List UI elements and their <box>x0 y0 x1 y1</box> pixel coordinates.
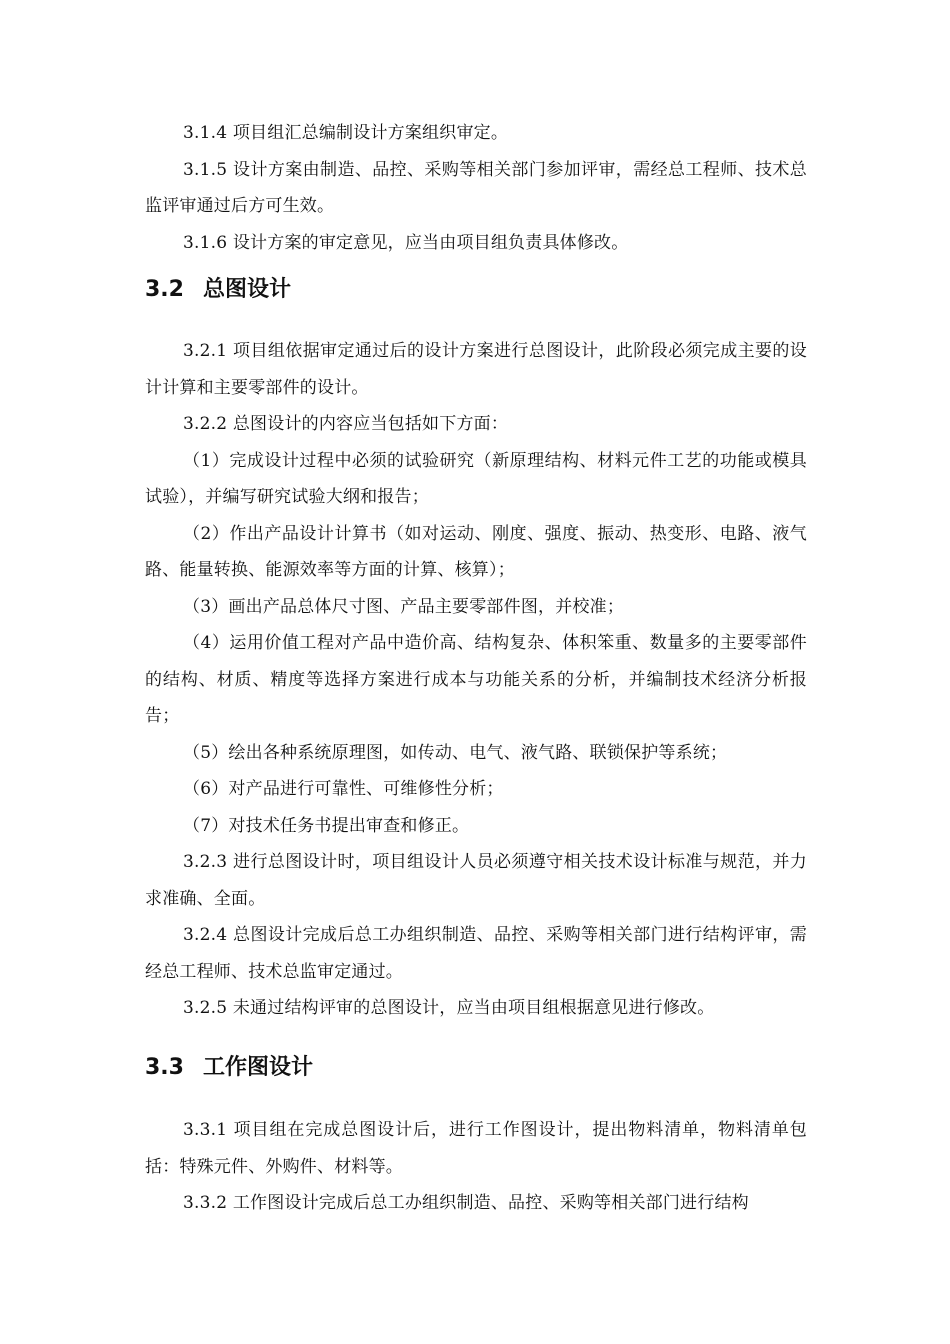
section-3-2-paragraphs <box>145 333 807 1027</box>
section-number: 3.3 <box>145 1055 184 1080</box>
list-item: （1）完成设计过程中必须的试验研究（新原理结构、材料元件工艺的功能或模具试验），并编写研究试验大纲和报告； <box>145 450 807 507</box>
section-title: 总图设计 <box>203 277 292 302</box>
section-title: 工作图设计 <box>203 1055 314 1080</box>
section-3-1-paragraphs <box>145 115 807 261</box>
list-item: （5）绘出各种系统原理图，如传动、电气、液气路、联锁保护等系统； <box>183 742 728 763</box>
paragraph-3-2-2: 3.2.2 总图设计的内容应当包括如下方面： <box>183 414 509 434</box>
paragraph-3-1-5: 3.1.5 设计方案由制造、品控、采购等相关部门参加评审，需经总工程师、技术总监评审通过后方可生效。 <box>145 159 807 216</box>
paragraph-3-1-4: 3.1.4 项目组汇总编制设计方案组织审定。 <box>183 123 509 143</box>
section-heading-3-2 <box>145 275 291 305</box>
paragraph-3-2-4: 3.2.4 总图设计完成后总工办组织制造、品控、采购等相关部门进行结构评审，需经总工程师、技术总监审定通过。 <box>145 925 807 982</box>
list-item: （6）对产品进行可靠性、可维修性分析； <box>183 779 504 799</box>
section-3-3-paragraphs <box>145 1112 807 1222</box>
section-heading-3-3 <box>145 1053 313 1083</box>
list-item: （4）运用价值工程对产品中造价高、结构复杂、体积笨重、数量多的主要零部件的结构、材质、精度等选择方案进行成本与功能关系的分析，并编制技术经济分析报告； <box>145 633 807 726</box>
list-item: （2）作出产品设计计算书（如对运动、刚度、强度、振动、热变形、电路、液气路、能量转换、能源效率等方面的计算、核算）； <box>145 523 807 580</box>
paragraph-3-3-1: 3.3.1 项目组在完成总图设计后，进行工作图设计，提出物料清单，物料清单包括：特殊元件、外购件、材料等。 <box>145 1120 807 1177</box>
paragraph-3-2-5: 3.2.5 未通过结构评审的总图设计，应当由项目组根据意见进行修改。 <box>183 998 715 1018</box>
paragraph-3-3-2: 3.3.2 工作图设计完成后总工办组织制造、品控、采购等相关部门进行结构 <box>183 1193 749 1213</box>
section-number: 3.2 <box>145 277 184 302</box>
paragraph-3-1-6: 3.1.6 设计方案的审定意见，应当由项目组负责具体修改。 <box>183 232 629 253</box>
list-item: （3）画出产品总体尺寸图、产品主要零部件图，并校准； <box>183 596 625 617</box>
paragraph-3-2-3: 3.2.3 进行总图设计时，项目组设计人员必须遵守相关技术设计标准与规范，并力求准确、全面。 <box>145 852 807 909</box>
list-item: （7）对技术任务书提出审查和修正。 <box>183 815 470 836</box>
paragraph-3-2-1: 3.2.1 项目组依据审定通过后的设计方案进行总图设计，此阶段必须完成主要的设计计算和主要零部件的设计。 <box>145 341 807 398</box>
